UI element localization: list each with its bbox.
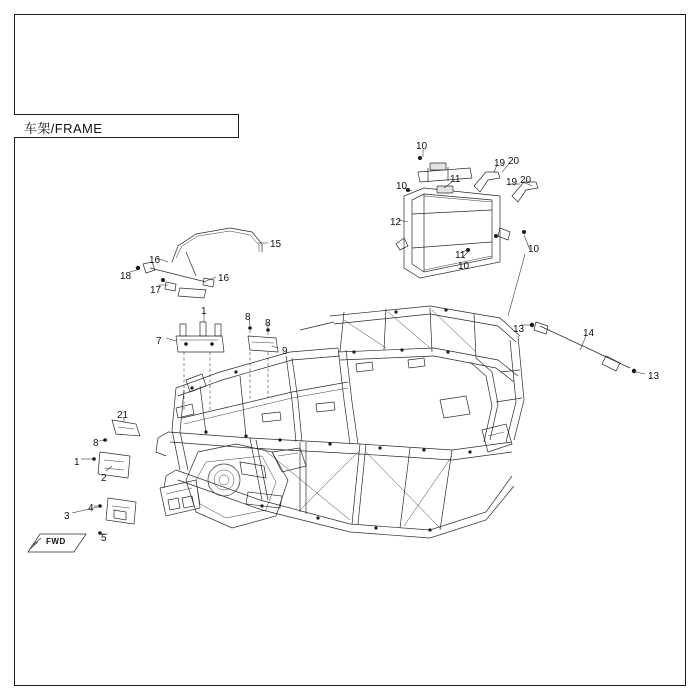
callout-20-a: 20 (508, 156, 520, 167)
callout-4: 4 (88, 503, 94, 514)
callout-10-b: 10 (396, 181, 408, 192)
page-title: 车架/FRAME (24, 121, 103, 136)
leader-lines-left-brackets (72, 417, 124, 534)
callout-18: 18 (120, 271, 132, 282)
callout-14: 14 (583, 328, 595, 339)
callout-10-c: 10 (458, 261, 470, 272)
callout-1-a: 1 (201, 306, 207, 317)
callout-8-b: 8 (265, 318, 271, 329)
top-brackets-group (176, 322, 278, 352)
callout-16-b: 16 (218, 273, 230, 284)
leader-lines-top-brackets (166, 312, 278, 412)
callout-12: 12 (390, 217, 402, 228)
callout-19-b: 19 (506, 177, 518, 188)
callout-5: 5 (101, 533, 107, 544)
left-lower-brackets (92, 420, 140, 535)
callout-8-c: 8 (93, 438, 99, 449)
callout-11-a: 11 (450, 174, 461, 185)
callout-19-a: 19 (494, 158, 506, 169)
callout-13-b: 13 (648, 371, 660, 382)
callout-16-a: 16 (149, 255, 161, 266)
callout-13-a: 13 (513, 324, 525, 335)
callout-21: 21 (117, 410, 129, 421)
callout-10-d: 10 (528, 244, 540, 255)
callout-1-b: 1 (74, 457, 80, 468)
fwd-direction-label: FWD (46, 537, 66, 546)
callout-15: 15 (270, 239, 282, 250)
callout-2: 2 (101, 473, 107, 484)
rear-subframe-assembly (396, 156, 538, 278)
callout-11-b: 11 (455, 250, 466, 261)
callout-8-a: 8 (245, 312, 251, 323)
callout-7: 7 (156, 336, 162, 347)
main-chassis-frame (156, 306, 524, 538)
callout-9: 9 (282, 346, 288, 357)
callout-17: 17 (150, 285, 162, 296)
callout-10-a: 10 (416, 141, 428, 152)
callout-3: 3 (64, 511, 70, 522)
callout-20-b: 20 (520, 175, 532, 186)
